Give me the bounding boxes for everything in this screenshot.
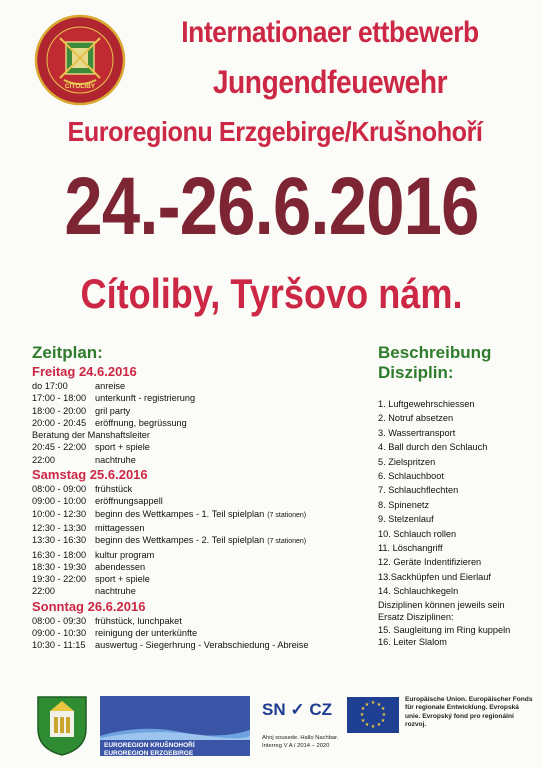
town-crest-logo [34, 693, 90, 757]
schedule-activity [95, 392, 195, 404]
schedule-time: 12:30 - 13:30 [32, 522, 87, 533]
schedule-activity-note: (7 stationen) [267, 538, 307, 546]
schedule-activity-text: nachtruhe [95, 586, 136, 597]
discipline-item: 3. Wassertransport [378, 427, 456, 438]
schedule-title: Zeitplan: [32, 343, 103, 362]
schedule-time: 10:30 - 11:15 [32, 640, 86, 651]
schedule-row [32, 380, 352, 392]
schedule-day-heading: Sonntag 26.6.2016 [32, 598, 146, 614]
discipline-item: 1. Luftgewehrschiessen [378, 399, 475, 409]
schedule-row [32, 522, 352, 534]
schedule-time: 20:00 - 20:45 [32, 417, 87, 428]
discipline-item: 5. Zielspritzen [378, 456, 436, 467]
sn-logo-text: SN [262, 700, 286, 719]
svg-text:★: ★ [360, 718, 366, 724]
schedule-activity [95, 627, 197, 639]
schedule-time: 19:30 - 22:00 [32, 574, 87, 585]
replacement-discipline-item: 15. Saugleitung im Ring kuppeln [378, 624, 511, 635]
schedule-activity [95, 454, 136, 466]
schedule-activity-note: (7 stationen) [267, 511, 307, 519]
schedule-time: 18:00 - 20:00 [32, 405, 87, 416]
discipline-note: Ersatz Disziplinen: [378, 612, 454, 623]
schedule-row [32, 561, 352, 573]
schedule-row [32, 639, 352, 651]
euroregion-label-cz: EUROREGION KRUŠNOHOŘÍ [104, 742, 195, 749]
discipline-item: 7. Schlauchflechten [378, 485, 459, 496]
svg-text:★: ★ [364, 722, 370, 728]
discipline-item: 14. Schlauchkegeln [378, 586, 459, 597]
schedule-activity-text: sport + spiele [95, 442, 150, 453]
schedule-activity-text: eröffnung, begrüssung [95, 417, 187, 428]
schedule-row [32, 392, 352, 404]
sncz-caption-1: Ahoj sousede. Hallo Nachbar. [262, 735, 339, 741]
disciplines-title-line-1: Beschreibung [378, 343, 492, 362]
schedule-activity-text: auswertug - Siegerhrung - Verabschiedung - Abreise [95, 640, 309, 651]
schedule-row [32, 454, 352, 466]
schedule-time: 16:30 - 18:00 [32, 549, 87, 560]
schedule-row [32, 573, 352, 585]
schedule-activity-text: frühstück [95, 484, 133, 495]
discipline-item: 6. Schlauchboot [378, 471, 444, 482]
svg-text:★: ★ [376, 722, 382, 728]
schedule-time: 10:00 - 12:30 [32, 508, 87, 519]
schedule-activity [95, 495, 163, 507]
schedule-time: 09:00 - 10:30 [32, 628, 87, 639]
discipline-item: 9. Stelzenlauf [378, 514, 434, 525]
schedule-activity-text: unterkunft - registrierung [95, 393, 196, 404]
schedule-activity-text: kultur program [95, 549, 155, 560]
event-place: Cítoliby, Tyršovo nám. [80, 270, 463, 317]
discipline-item: 2. Notruf absetzen [378, 413, 454, 424]
schedule-time: 17:00 - 18:00 [32, 393, 87, 404]
sncz-caption-2: Interreg V A / 2014 – 2020 [262, 743, 330, 749]
schedule-row [32, 508, 352, 522]
svg-text:★: ★ [360, 706, 366, 712]
event-dates: 24.-26.6.2016 [64, 161, 479, 252]
schedule-time: Beratung der Manshaftsleiter [32, 430, 150, 441]
schedule-row [32, 429, 352, 441]
schedule-time: 08:00 - 09:00 [32, 484, 87, 495]
svg-text:★: ★ [359, 712, 365, 718]
discipline-item: 11. Löschangriff [378, 543, 443, 554]
schedule-activity-text: mittagessen [95, 522, 145, 533]
schedule-time: do 17:00 [32, 381, 68, 391]
disciplines-title [378, 343, 491, 383]
schedule-activity [95, 585, 136, 597]
schedule-row [32, 495, 352, 507]
schedule-activity-text: eröffnungsappell [95, 496, 163, 507]
schedule-activity [95, 441, 150, 453]
svg-text:★: ★ [380, 718, 386, 724]
schedule-activity-text: sport + spiele [95, 574, 150, 585]
discipline-item: 12. Geräte Indentifizieren [378, 557, 482, 568]
svg-text:★: ★ [364, 702, 370, 708]
discipline-item: 13.Sackhüpfen und Eierlauf [378, 571, 491, 582]
schedule-activity [95, 508, 306, 522]
schedule-activity [95, 549, 154, 561]
eu-funding-text: Europäische Union. Europäischer Fonds für regionale Entwicklung. Evropská unie. Evropský fond pro regionální rozvoj. [405, 696, 533, 729]
cz-logo-text: CZ [309, 700, 333, 719]
eu-flag-icon [347, 697, 399, 733]
schedule-row [32, 405, 352, 417]
title-line-2: Jungendfeuewehr [212, 64, 448, 100]
schedule-time: 20:45 - 22:00 [32, 442, 87, 453]
schedule-time: 08:00 - 09:30 [32, 615, 87, 626]
schedule-activity-text: gril party [95, 405, 131, 416]
schedule-activity-text: anreise [95, 381, 126, 391]
euroregion-wave-icon [100, 724, 250, 740]
schedule-activity [95, 534, 306, 548]
title-line-1: Internationaer ettbewerb [181, 16, 479, 49]
emblem-text: CÍTOLIBY [64, 83, 96, 90]
schedule-activity-text: abendessen [95, 561, 146, 572]
schedule-row [32, 627, 352, 639]
discipline-item: 10. Schlauch rollen [378, 528, 457, 539]
disciplines-list [378, 397, 538, 648]
schedule-activity-text: beginn des Wettkampes - 2. Teil spielplan [95, 535, 265, 546]
schedule-row [32, 549, 352, 561]
schedule-activity [95, 483, 132, 495]
schedule-activity-text: reinigung der unterkünfte [95, 628, 198, 639]
schedule-activity [95, 522, 145, 534]
schedule-row [32, 615, 352, 627]
schedule-time: 18:30 - 19:30 [32, 561, 87, 572]
disciplines-title-line-2: Disziplin: [378, 363, 454, 382]
schedule-row [32, 534, 352, 548]
fire-brigade-emblem [34, 14, 126, 106]
replacement-discipline-item: 16. Leiter Slalom [378, 636, 447, 647]
schedule-row [32, 441, 352, 453]
chevron-icon: ✓ [290, 700, 305, 719]
schedule-day-heading: Freitag 24.6.2016 [32, 364, 137, 379]
title-line-3: Euroregionu Erzgebirge/Krušnohoří [67, 116, 483, 147]
svg-text:★: ★ [370, 700, 376, 706]
schedule [32, 363, 352, 652]
schedule-time: 22:00 [32, 586, 55, 597]
schedule-row [32, 483, 352, 495]
schedule-time: 13:30 - 16:30 [32, 535, 87, 546]
euroregion-label-de: EUROREGION ERZGEBIRGE [104, 750, 194, 757]
svg-text:★: ★ [381, 712, 387, 718]
sn-cz-logo [262, 700, 342, 730]
discipline-note: Disziplinen können jeweils sein [378, 599, 505, 610]
schedule-activity-text: nachtruhe [95, 454, 136, 465]
schedule-row [32, 417, 352, 429]
schedule-activity [95, 405, 130, 417]
discipline-item: 8. Spinenetz [378, 499, 430, 510]
schedule-time: 22:00 [32, 454, 55, 465]
svg-text:★: ★ [370, 724, 376, 730]
schedule-activity-text: frühstück, lunchpaket [95, 615, 182, 626]
svg-text:★: ★ [380, 706, 386, 712]
schedule-activity-text: beginn des Wettkampes - 1. Teil spielplan [95, 508, 265, 519]
schedule-row [32, 585, 352, 597]
discipline-item: 4. Ball durch den Schlauch [378, 442, 488, 453]
schedule-time: 09:00 - 10:00 [32, 496, 87, 507]
schedule-activity [95, 573, 150, 585]
schedule-day-heading: Samstag 25.6.2016 [32, 467, 148, 483]
schedule-activity [95, 561, 145, 573]
schedule-activity [95, 615, 182, 627]
svg-text:★: ★ [376, 702, 382, 708]
schedule-activity [95, 380, 125, 392]
schedule-activity [95, 417, 187, 429]
schedule-activity [95, 639, 308, 651]
